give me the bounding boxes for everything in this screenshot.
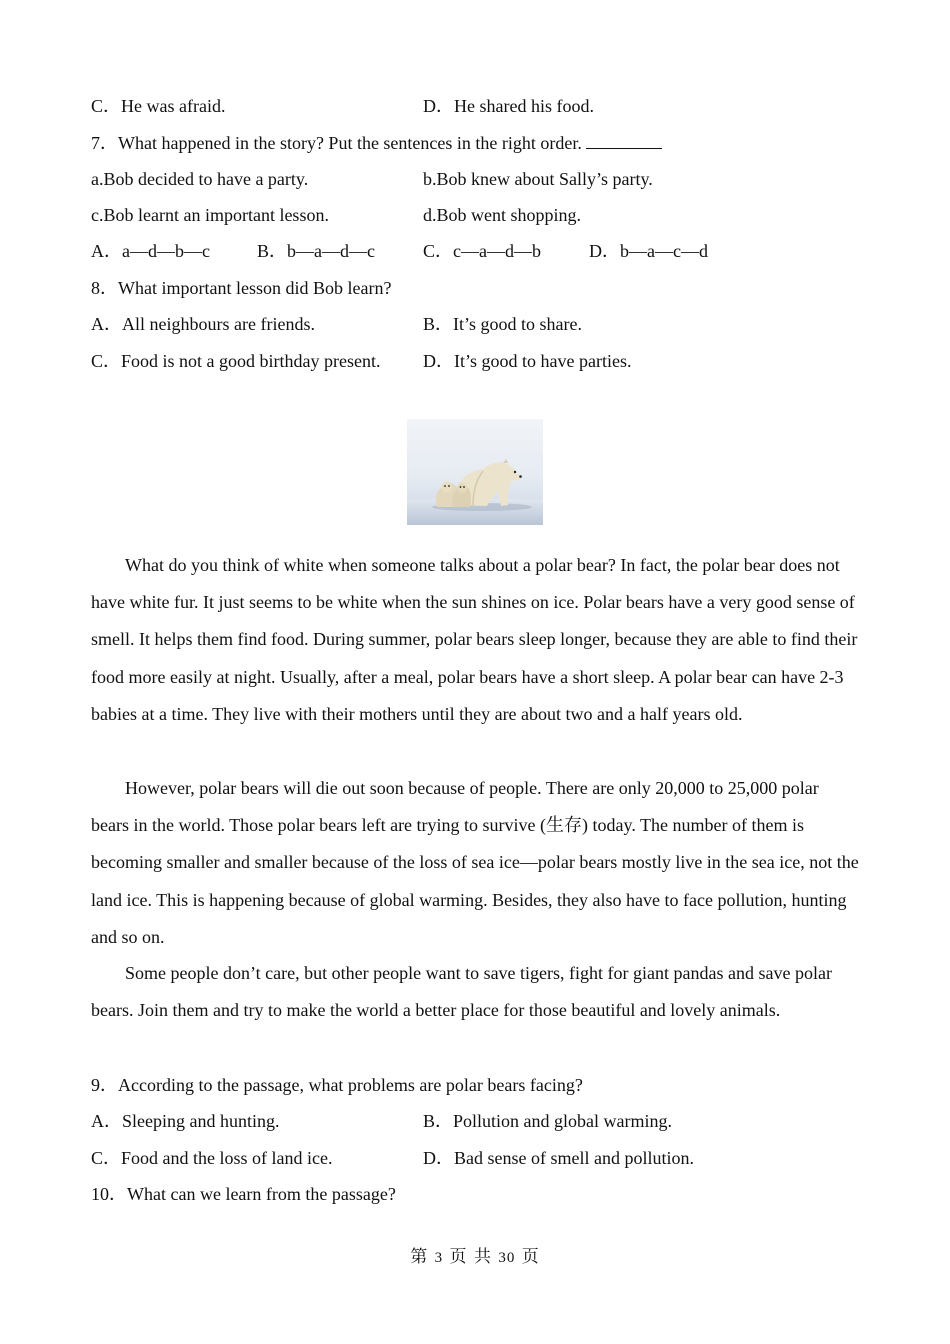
footer-suffix: 页 (521, 1247, 540, 1267)
q9-option-d: D．Bad sense of smell and pollution. (423, 1148, 694, 1168)
q7-question-text: 7．What happened in the story? Put the sentences in the right order. (91, 133, 582, 153)
footer-mid: 页 共 (449, 1247, 492, 1267)
q7-option-a: A．a—d—b—c (91, 241, 210, 261)
q8-option-d: D．It’s good to have parties. (423, 351, 632, 371)
q9-question: 9．According to the passage, what problems are polar bears facing? (91, 1075, 583, 1095)
q6-option-c: C．He was afraid. (91, 96, 226, 116)
q7-sentence-b: b.Bob knew about Sally’s party. (423, 169, 653, 189)
q7-option-c: C．c—a—d—b (423, 241, 541, 261)
q7-sentence-d: d.Bob went shopping. (423, 205, 582, 225)
q8-option-b: B．It’s good to share. (423, 314, 582, 334)
q7-sentence-c: c.Bob learnt an important lesson. (91, 205, 329, 225)
q6-option-d: D．He shared his food. (423, 96, 594, 116)
polar-bear-image (407, 419, 543, 525)
q7-option-d: D．b—a—c—d (589, 241, 708, 261)
footer-page-number: 3 (434, 1250, 444, 1266)
passage-paragraph-3: Some people don’t care, but other people want to save tigers, fight for giant pandas and save polar bears. Join them and try to make the world a better place for those beautiful and lovely animals. (91, 963, 832, 1021)
q9-option-a: A．Sleeping and hunting. (91, 1111, 280, 1131)
q8-option-c: C．Food is not a good birthday present. (91, 351, 381, 371)
footer-total-pages: 30 (498, 1250, 516, 1266)
q9-option-b: B．Pollution and global warming. (423, 1111, 672, 1131)
q8-question: 8．What important lesson did Bob learn? (91, 278, 392, 298)
q7-sentence-a: a.Bob decided to have a party. (91, 169, 309, 189)
polar-bear-illustration (407, 419, 543, 525)
passage-paragraph-2: However, polar bears will die out soon because of people. There are only 20,000 to 25,000 polar bears in the world. Those polar bears left are trying to survive (生存) today. The number of them is becoming smaller and smaller because of the loss of sea ice—polar bears mostly live in the sea ice, not the land ice. This is happening because of global warming. Besides, they also have to face pollution, hunting and so on. (91, 778, 859, 947)
passage-paragraph-1: What do you think of white when someone talks about a polar bear? In fact, the polar bear does not have white fur. It just seems to be white when the sun shines on ice. Polar bears have a very good sense of smell. It helps them find food. During summer, polar bears sleep longer, because they are able to find their food more easily at night. Usually, after a meal, polar bears have a short sleep. A polar bear can have 2-3 babies at a time. They live with their mothers until they are about two and a half years old. (91, 555, 858, 724)
page-footer (0, 1242, 950, 1267)
q7-option-b: B．b—a—d—c (257, 241, 375, 261)
q10-question: 10．What can we learn from the passage? (91, 1184, 396, 1204)
q7-question (91, 133, 662, 153)
q8-option-a: A．All neighbours are friends. (91, 314, 315, 334)
q9-option-c: C．Food and the loss of land ice. (91, 1148, 333, 1168)
answer-blank (586, 133, 662, 149)
footer-prefix: 第 (410, 1247, 429, 1267)
